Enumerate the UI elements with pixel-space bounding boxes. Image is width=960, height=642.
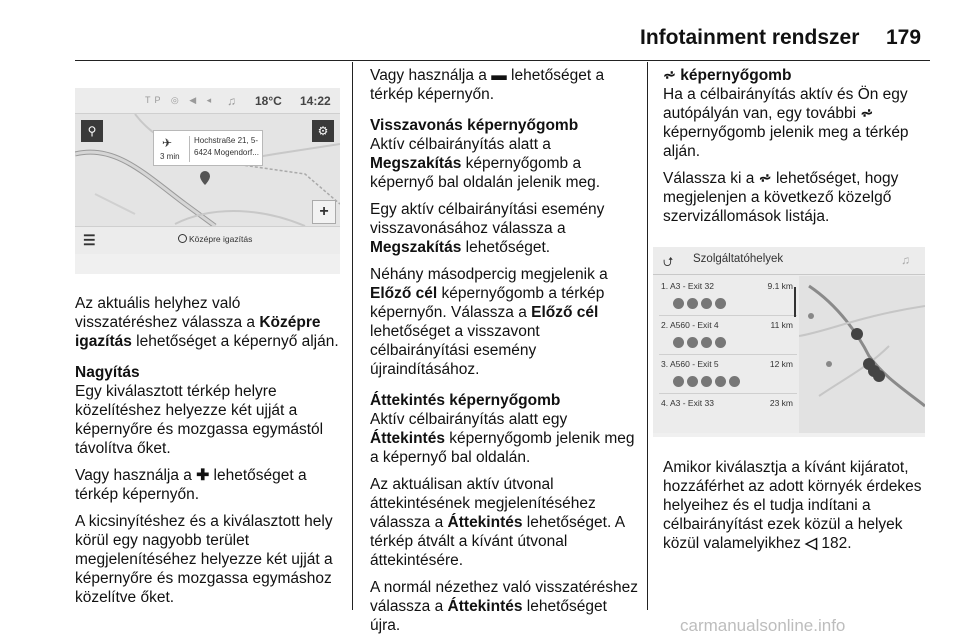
car-icon: ✈ (162, 136, 173, 150)
watermark: carmanualsonline.info (680, 616, 846, 635)
header-rule (75, 60, 930, 61)
list-item-distance: 11 km (770, 320, 793, 330)
service-map-canvas (799, 276, 925, 433)
list-item-name: 3. A560 - Exit 5 (661, 359, 719, 369)
list-item[interactable] (659, 316, 797, 355)
column-divider-2 (647, 62, 648, 610)
service-list-title: Szolgáltatóhelyek (693, 253, 784, 265)
center-map-label: Középre igazítás (189, 234, 253, 244)
paragraph-zoom-out: A kicsinyítéshez és a kiválasztott hely körül egy nagyobb terület megjelenítéséhez helyezze két ujját a képernyőre és mozgassa egymáshoz közelítve őket. (75, 513, 333, 606)
column-divider-1 (352, 62, 353, 610)
clock-readout: 14:22 (300, 94, 331, 108)
list-item-name: 2. A560 - Exit 4 (661, 320, 719, 330)
menu-icon[interactable]: ☰ (83, 232, 96, 248)
gear-icon[interactable]: ⚙ (312, 120, 334, 142)
eta-text: 3 min (160, 152, 180, 161)
service-station-icon: ⩫ (758, 170, 772, 187)
heading-service-button: ⩫ képernyőgomb (663, 67, 792, 84)
amenity-icons (673, 335, 729, 353)
center-map-button[interactable] (178, 234, 252, 244)
paragraph-cancel-select: Egy aktív célbairányítási esemény visszavonásához válassza a Megszakítás lehetőséget. (370, 201, 605, 256)
amenity-icons (673, 374, 743, 392)
page-reference-icon: ◁ (805, 535, 818, 552)
list-item-name: 4. A3 - Exit 33 (661, 398, 714, 408)
map-screenshot (75, 88, 340, 274)
list-item-name: 1. A3 - Exit 32 (661, 281, 714, 291)
service-station-icon: ⩫ (663, 67, 676, 84)
address-line-1: Hochstraße 21, 5- (194, 136, 259, 145)
paragraph-minus: Vagy használja a ▬ lehetőséget a térkép képernyőn. (370, 67, 605, 103)
heading-zoom: Nagyítás (75, 364, 140, 381)
paragraph-exit-select: Amikor kiválasztja a kívánt kijáratot, hozzáférhet az adott környék érdekes helyeihez és el tudja indítani a célbairányítást ezek közül a helyek közül valamelyikhez ◁ 182. (663, 459, 922, 552)
heading-cancel: Visszavonás képernyőgomb (370, 117, 579, 134)
text-column-1 (75, 294, 345, 615)
text-column-3-top (663, 66, 928, 234)
list-item[interactable] (659, 355, 797, 394)
list-item[interactable] (659, 277, 797, 316)
paragraph-overview-select: Az aktuálisan aktív útvonal áttekintésének megjelenítéséhez válassza a Áttekintés lehetőséget. A térkép átvált a kívánt útvonal áttekintésére. (370, 476, 625, 569)
temperature-readout: 18°C (255, 94, 282, 108)
paragraph-cancel-button: Aktív célbairányítás alatt a Megszakítás képernyőgomb a képernyő bal oldalán jelenik meg. (370, 136, 601, 191)
page-number: 179 (886, 26, 922, 49)
music-note-icon: ♫ (901, 253, 910, 267)
list-item[interactable] (659, 394, 797, 433)
target-icon (178, 234, 187, 243)
service-list-screenshot (653, 247, 925, 437)
service-station-icon: ⩫ (860, 105, 874, 122)
paragraph-service-select: Válassza ki a ⩫ lehetőséget, hogy megjelenjen a következő közelgő szervizállomások listája. (663, 170, 899, 225)
plus-icon: ✚ (196, 467, 210, 484)
destination-popup[interactable] (153, 130, 263, 166)
paragraph-zoom-in: Egy kiválasztott térkép helyre közelítéshez helyezze két ujját a képernyőre és mozgassa egymástól távolítva őket. (75, 383, 324, 457)
page-header-title: Infotainment rendszer (640, 26, 860, 49)
list-scrollbar[interactable] (794, 287, 796, 317)
minus-icon: ▬ (491, 67, 507, 84)
list-shadow-strip (653, 433, 925, 437)
popup-divider (189, 136, 190, 162)
amenity-icons (673, 296, 729, 314)
status-icons: TP ◎ ◀ ◂ (145, 95, 216, 105)
zoom-in-button[interactable]: + (312, 200, 336, 224)
back-arrow-icon[interactable]: ⮍ (663, 254, 674, 269)
paragraph-overview-return: A normál nézethez való visszatéréshez válassza a Áttekintés lehetőséget újra. (370, 579, 638, 634)
paragraph-plus: Vagy használja a ✚ lehetőséget a térkép képernyőn. (75, 467, 307, 503)
service-list (659, 277, 797, 433)
paragraph-service-button: Ha a célbairányítás aktív és Ön egy autópályán van, egy további ⩫ képernyőgomb jelenik meg a térkép alján. (663, 86, 909, 160)
map-shadow-strip (75, 254, 340, 274)
list-item-distance: 9.1 km (767, 281, 793, 291)
list-item-distance: 12 km (769, 359, 793, 369)
paragraph-overview-button: Aktív célbairányítás alatt egy Áttekintés képernyőgomb jelenik meg a képernyő bal oldalán. (370, 411, 635, 466)
heading-overview: Áttekintés képernyőgomb (370, 392, 561, 409)
text-column-2 (370, 66, 640, 642)
search-icon[interactable]: ⚲ (81, 120, 103, 142)
text-column-3-bottom (663, 458, 928, 561)
list-item-distance: 23 km (769, 398, 793, 408)
paragraph-previous-destination: Néhány másodpercig megjelenik a Előző cél képernyőgomb a térkép képernyőn. Válassza a Előző cél lehetőséget a visszavont célbairányítási esemény újraindításához. (370, 266, 608, 378)
address-line-2: 6424 Mogendorf... (194, 148, 259, 157)
paragraph-center: Az aktuális helyhez való visszatéréshez válassza a Középre igazítás lehetőséget a képernyő alján. (75, 295, 339, 350)
music-note-icon: ♫ (227, 94, 236, 108)
